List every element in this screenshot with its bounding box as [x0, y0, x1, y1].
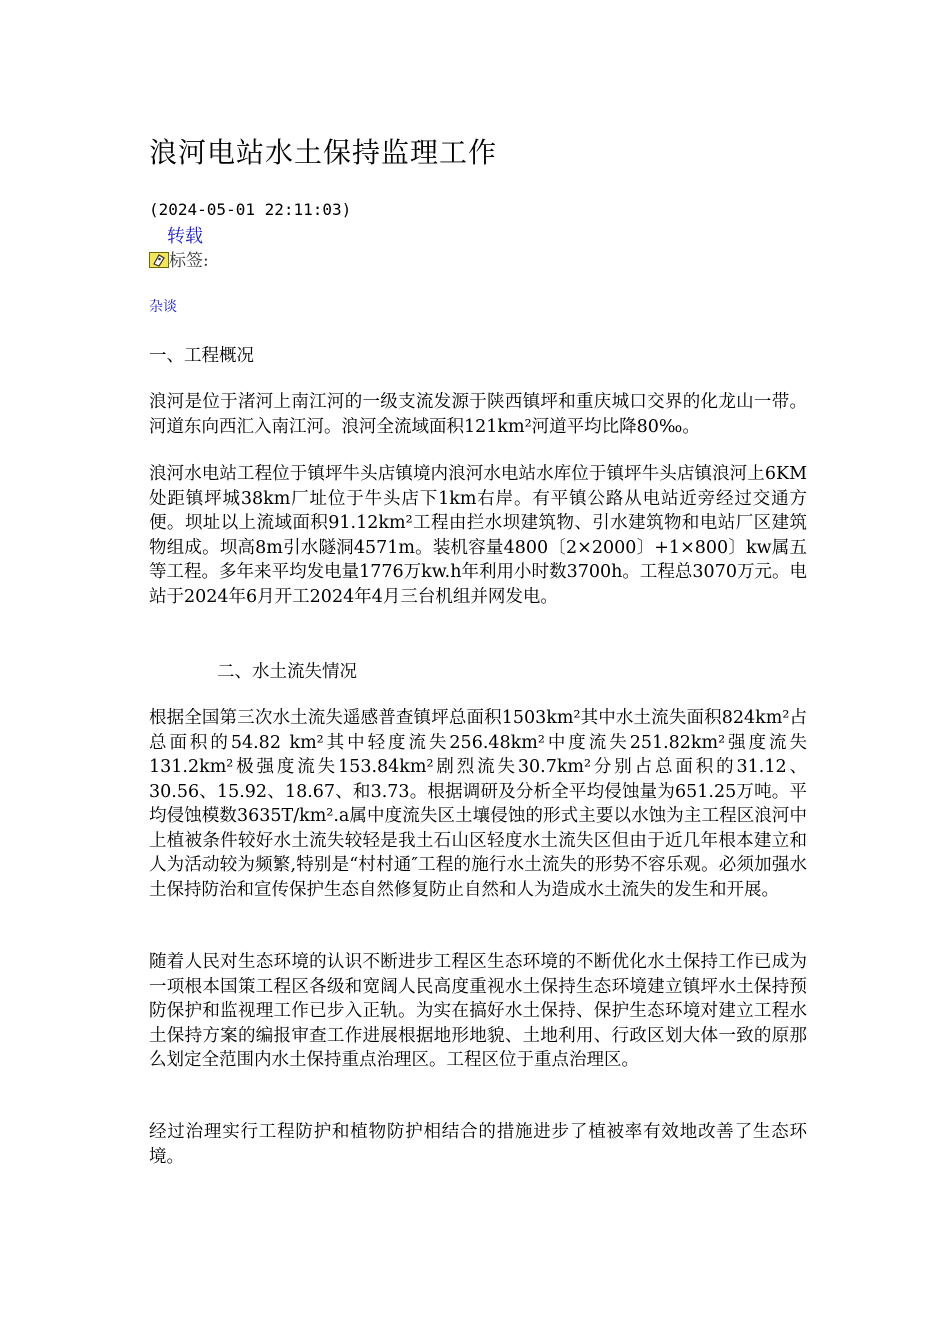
paragraph-5: 经过治理实行工程防护和植物防护相结合的措施进步了植被率有效地改善了生态环境。: [149, 1122, 807, 1167]
section-heading-soil-loss: 二、水土流失情况: [217, 662, 357, 682]
paragraph-2: 浪河水电站工程位于镇坪牛头店镇境内浪河水电站水库位于镇坪牛头店镇浪河上6KM处距镇坪城38km厂址位于牛头店下1km右岸。有平镇公路从电站近旁经过交通方便。坝址以上流域面积91.12km²工程由拦水坝建筑物、引水建筑物和电站厂区建筑物组成。坝高8m引水隧洞4571m。装机容量4800〔2×2000〕+1×800〕kw属五等工程。多年来平均发电量1776万kw.h年利用小时数3700h。工程总3070万元。电站于2024年6月开工2024年4月三台机组并网发电。: [149, 464, 807, 607]
tags-label: 标签:: [169, 251, 209, 271]
category-link[interactable]: 杂谈: [149, 299, 177, 315]
tags-row: [149, 246, 209, 271]
section-heading-overview: 一、工程概况: [149, 346, 254, 366]
paragraph-3: 根据全国第三次水土流失遥感普查镇坪总面积1503km²其中水土流失面积824km²占总面积的54.82 km²其中轻度流失256.48km²中度流失251.82km²强度流失131.2km²极强度流失153.84km²剧烈流失30.7km²分别占总面积的31.12、30.56、15.92、18.67、和3.73。根据调研及分析全平均侵蚀量为651.25万吨。平均侵蚀模数3635T/km².a属中度流失区土壤侵蚀的形式主要以水蚀为主工程区浪河中上植被条件较好水土流失较轻是我土石山区轻度水土流失区但由于近几年根本建立和人为活动较为频繁,特别是“村村通″工程的施行水土流失的形势不容乐观。必须加强水土保持防治和宣传保护生态自然修复防止自然和人为造成水土流失的发生和开展。: [149, 708, 807, 900]
paragraph-1: 浪河是位于渚河上南江河的一级支流发源于陕西镇坪和重庆城口交界的化龙山一带。河道东向西汇入南江河。浪河全流域面积121km²河道平均比降80‰。: [149, 392, 807, 437]
tag-icon: [149, 252, 169, 268]
paragraph-4: 随着人民对生态环境的认识不断进步工程区生态环境的不断优化水土保持工作已成为一项根本国策工程区各级和宽阔人民高度重视水土保持生态环境建立镇坪水土保持预防保护和监视理工作已步入正轨。为实在搞好水土保持、保护生态环境对建立工程水土保持方案的编报审查工作进展根据地形地貌、土地利用、行政区划大体一致的原那么划定全范围内水土保持重点治理区。工程区位于重点治理区。: [149, 952, 807, 1070]
article-title: 浪河电站水土保持监理工作: [149, 136, 498, 169]
repost-link[interactable]: 转载: [167, 226, 203, 247]
post-datetime: (2024-05-01 22:11:03): [149, 200, 352, 219]
